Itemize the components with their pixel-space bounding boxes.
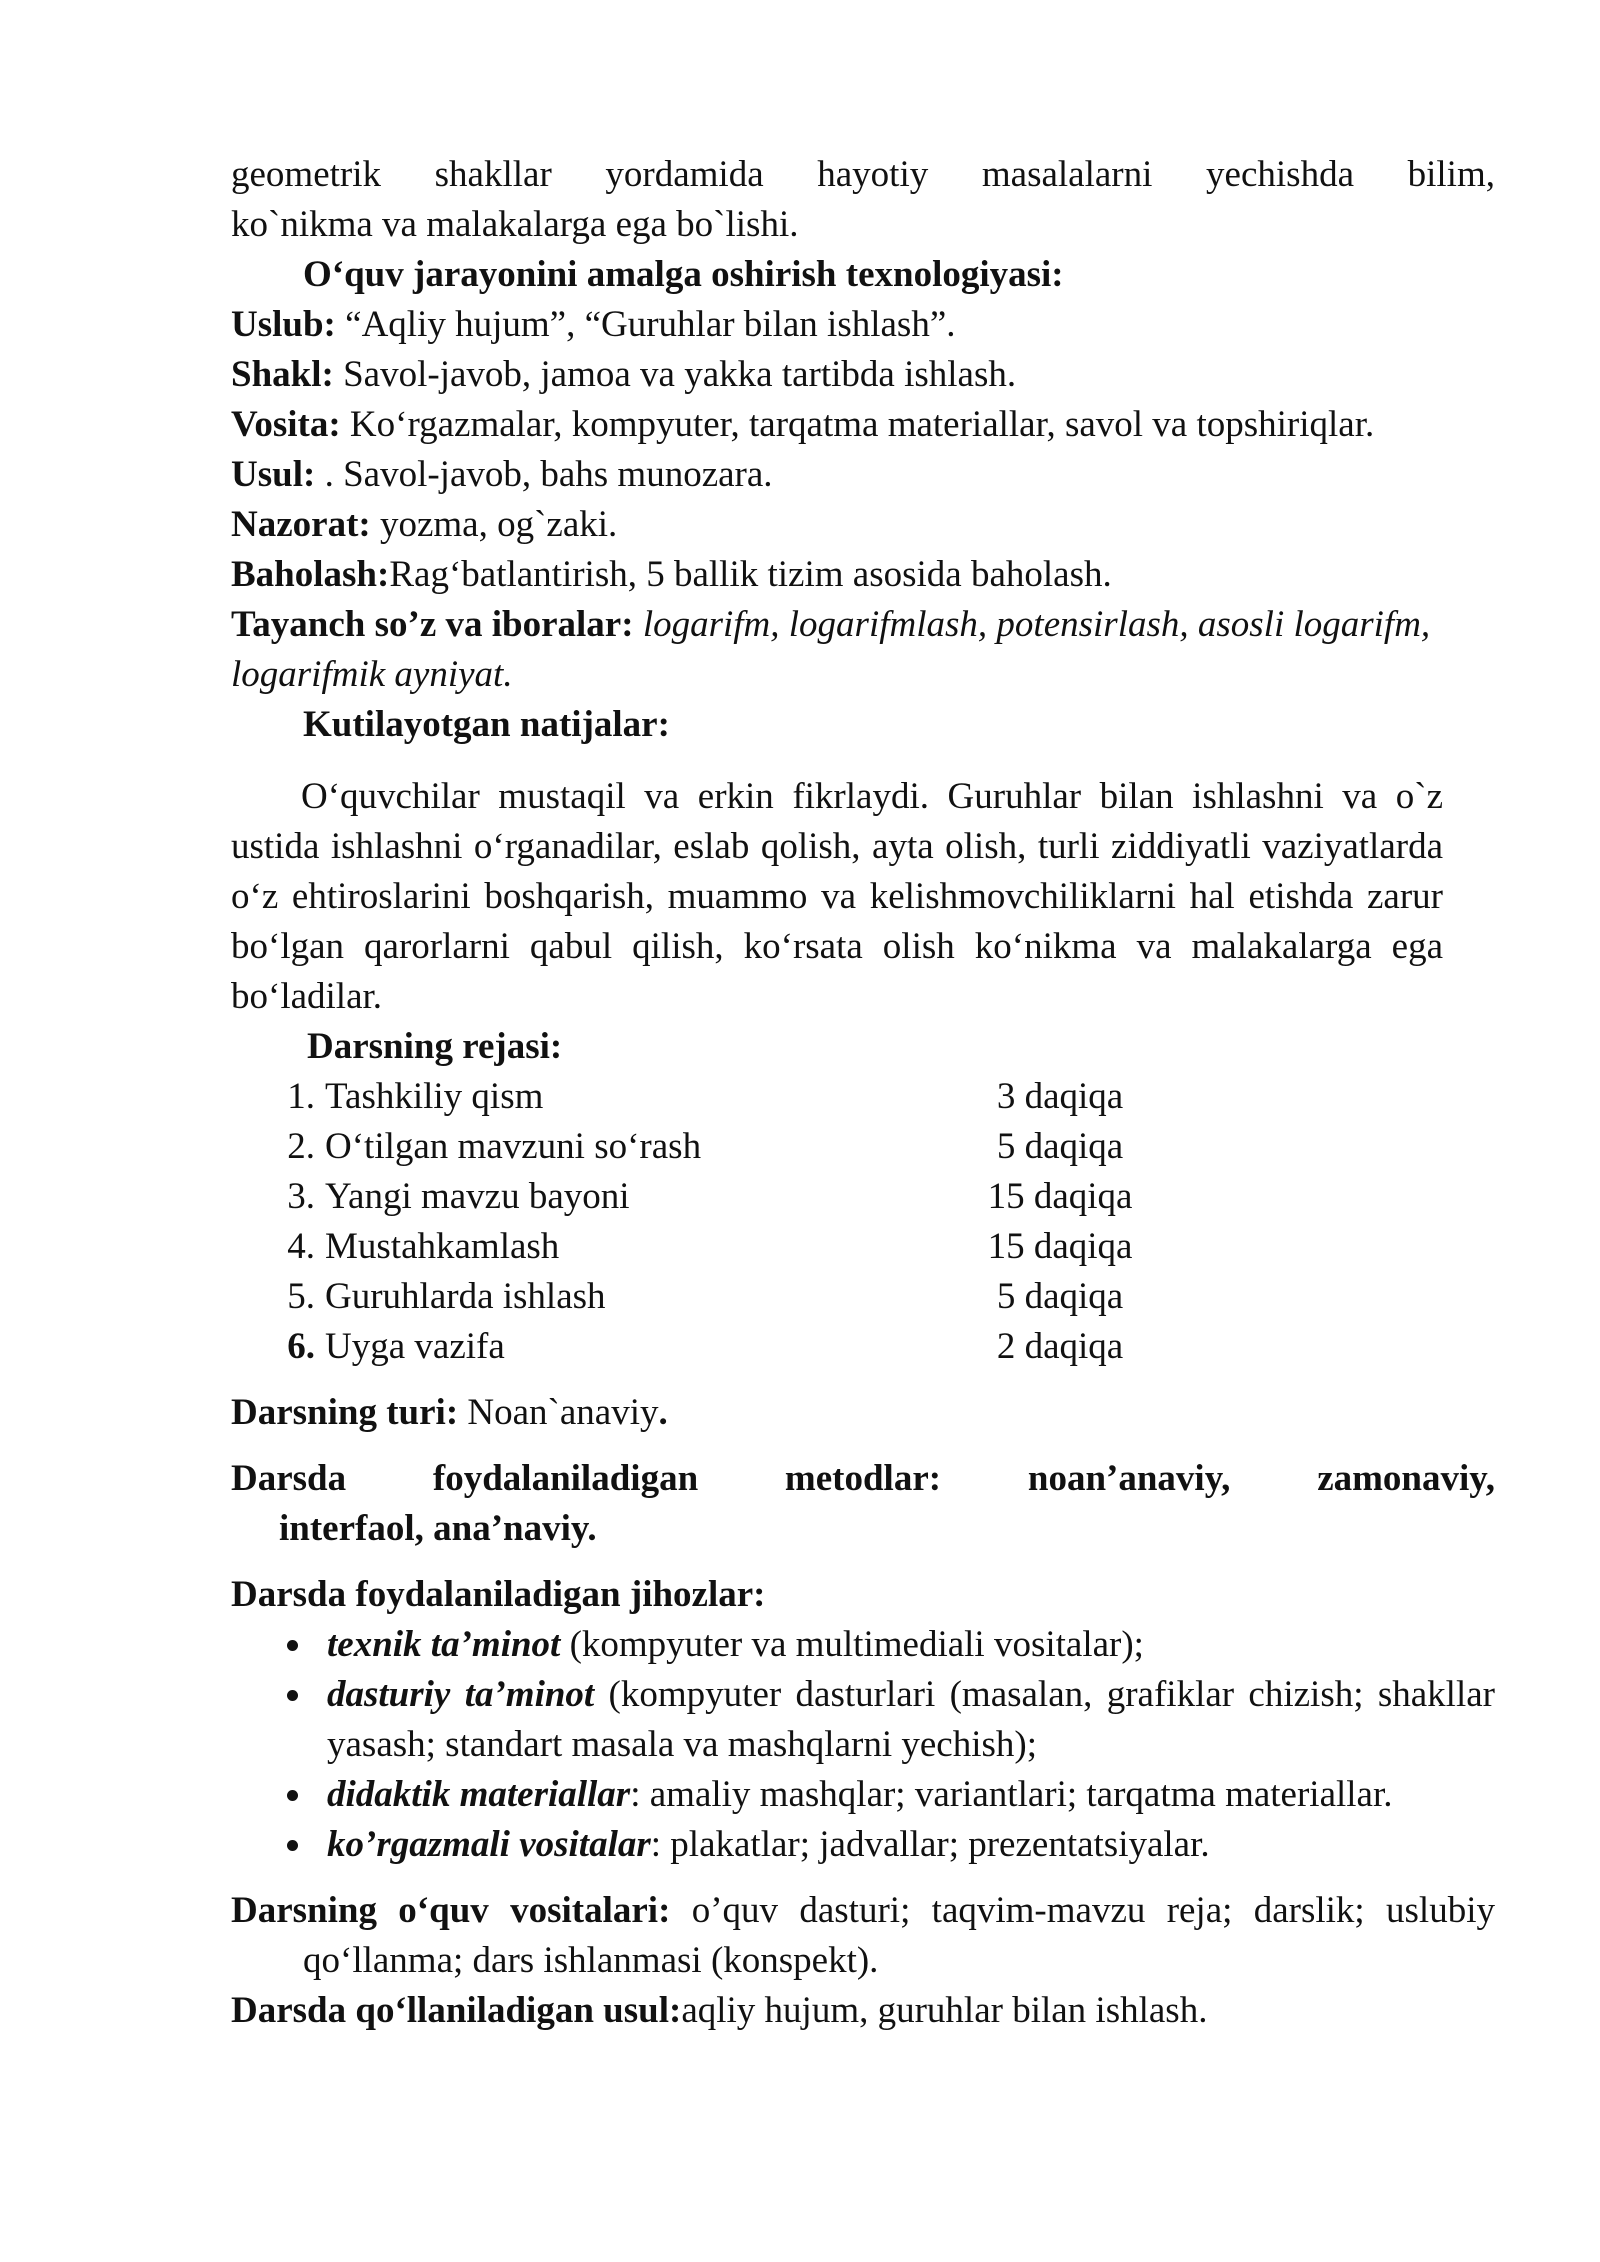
- equipment-term: texnik ta’minot: [327, 1624, 561, 1665]
- plan-label: Guruhlarda ishlash: [325, 1276, 606, 1317]
- field-value: aqliy hujum, guruhlar bilan ishlash.: [681, 1990, 1208, 2031]
- bullet-icon: [287, 1840, 298, 1851]
- equipment-term: dasturiy ta’minot: [327, 1674, 595, 1715]
- methods-line-2: interfaol, ana’naviy.: [279, 1508, 597, 1549]
- field-label: Usul:: [231, 454, 316, 495]
- field-value: . Savol-javob, bahs munozara.: [315, 454, 773, 495]
- plan-time: 2 daqiqa: [996, 1326, 1124, 1367]
- plan-time: 15 daqiqa: [987, 1176, 1133, 1217]
- plan-item: [231, 1172, 1231, 1222]
- plan-time: 3 daqiqa: [996, 1076, 1124, 1117]
- field-label: Vosita:: [231, 404, 341, 445]
- field-uslub: [231, 300, 1495, 350]
- bullet-icon: [287, 1640, 298, 1651]
- plan-number: 5.: [287, 1276, 315, 1317]
- field-label: Uslub:: [231, 304, 336, 345]
- plan-label: Mustahkamlash: [325, 1226, 560, 1267]
- field-usul: [231, 450, 1495, 500]
- field-value: Noan`anaviy: [458, 1392, 659, 1433]
- field-label: Darsda qo‘llaniladigan usul:: [231, 1990, 682, 2031]
- plan-time: 5 daqiqa: [996, 1126, 1124, 1167]
- plan-item: [231, 1322, 1231, 1372]
- field-tayanch: [231, 600, 1495, 700]
- plan-number: 4.: [287, 1226, 315, 1267]
- plan-number: 6.: [287, 1326, 315, 1367]
- lesson-type: Darsning turi: Noan`anaviy.: [231, 1392, 668, 1433]
- plan-time: 5 daqiqa: [996, 1276, 1124, 1317]
- plan-item: [231, 1122, 1231, 1172]
- equipment-desc: : plakatlar; jadvallar; prezentatsiyalar.: [650, 1824, 1210, 1865]
- field-label: Darsning o‘quv vositalari:: [231, 1890, 671, 1931]
- field-value: Ko‘rgazmalar, kompyuter, tarqatma materiallar, savol va topshiriqlar.: [340, 404, 1375, 445]
- field-value: logarifm, logarifmlash, potensirlash, asosli logarifm, logarifmik ayniyat.: [231, 604, 1431, 695]
- equipment-term: didaktik materiallar: [327, 1774, 631, 1815]
- technology-heading: O‘quv jarayonini amalga oshirish texnologiyasi:: [303, 254, 1064, 295]
- equipment-item: [231, 1620, 1495, 1670]
- bullet-icon: [287, 1690, 298, 1701]
- field-label: Nazorat:: [231, 504, 371, 545]
- equipment-term: ko’rgazmali vositalar: [327, 1824, 651, 1865]
- field-value: Savol-javob, jamoa va yakka tartibda ishlash.: [333, 354, 1017, 395]
- field-label: Darsda foydalaniladigan metodlar:: [231, 1458, 942, 1499]
- results-text: O‘quvchilar mustaqil va erkin fikrlaydi. Guruhlar bilan ishlashni va o`z ustida ishlashni o‘rganadilar, eslab qolish, ayta olish, turli ziddiyatli vaziyatlarda o‘z ehtiroslarini boshqarish, muammo va kelishmovchiliklarni hal etishda zarur bo‘lgan qarorlarni qabul qilish, ko‘rsata olish ko‘nikma va malakalarga ega bo‘ladilar.: [231, 776, 1443, 1017]
- equipment-list: [231, 1620, 1495, 1870]
- equipment-desc: : amaliy mashqlar; variantlari; tarqatma materiallar.: [630, 1774, 1393, 1815]
- field-value: noan’anaviy, zamonaviy,: [1027, 1458, 1496, 1499]
- equipment-heading: Darsda foydalaniladigan jihozlar:: [231, 1574, 766, 1615]
- document-page: [231, 150, 1495, 2036]
- field-label: Darsning turi:: [231, 1392, 459, 1433]
- plan-label: Yangi mavzu bayoni: [325, 1176, 630, 1217]
- plan-label: Tashkiliy qism: [325, 1076, 544, 1117]
- equipment-item: [231, 1770, 1495, 1820]
- results-heading: Kutilayotgan natijalar:: [303, 704, 670, 745]
- equipment-desc: (kompyuter dasturlari (masalan, grafiklar chizish; shakllar yasash; standart masala va mashqlarni yechish);: [327, 1674, 1495, 1765]
- plan-label: O‘tilgan mavzuni so‘rash: [325, 1126, 702, 1167]
- equipment-item: [231, 1670, 1495, 1770]
- field-label: Baholash:: [231, 554, 390, 595]
- field-label: Tayanch so’z va iboralar:: [231, 604, 634, 645]
- field-value: yozma, og`zaki.: [370, 504, 618, 545]
- plan-label: Uyga vazifa: [325, 1326, 505, 1367]
- equipment-item: [231, 1820, 1495, 1870]
- methods: [231, 1454, 1495, 1554]
- intro-line-1: geometrik shakllar yordamida hayotiy masalalarni yechishda bilim,: [231, 154, 1495, 195]
- plan-heading: Darsning rejasi:: [307, 1026, 563, 1067]
- plan-item: [231, 1072, 1231, 1122]
- equipment-desc: (kompyuter va multimediali vositalar);: [560, 1624, 1144, 1665]
- intro-line-2: ko`nikma va malakalarga ega bo`lishi.: [231, 204, 799, 245]
- field-value: o’quv dasturi; taqvim-mavzu reja; darslik; uslubiy qo‘llanma; dars ishlanmasi (konspekt).: [303, 1890, 1495, 1981]
- bullet-icon: [287, 1790, 298, 1801]
- tools: [231, 1886, 1495, 1986]
- plan-item: [231, 1272, 1231, 1322]
- plan-number: 2.: [287, 1126, 315, 1167]
- plan-number: 3.: [287, 1176, 315, 1217]
- method-used: [231, 1986, 1495, 2036]
- methods-line-1: [231, 1454, 1495, 1504]
- field-nazorat: [231, 500, 1495, 550]
- plan-number: 1.: [287, 1076, 315, 1117]
- field-value: Rag‘batlantirish, 5 ballik tizim asosida baholash.: [389, 554, 1112, 595]
- field-label: Shakl:: [231, 354, 334, 395]
- field-baholash: [231, 550, 1495, 600]
- plan-list: [231, 1072, 1231, 1372]
- plan-time: 15 daqiqa: [987, 1226, 1133, 1267]
- field-shakl: [231, 350, 1495, 400]
- field-vosita: [231, 400, 1495, 450]
- field-value: “Aqliy hujum”, “Guruhlar bilan ishlash”.: [335, 304, 956, 345]
- plan-item: [231, 1222, 1231, 1272]
